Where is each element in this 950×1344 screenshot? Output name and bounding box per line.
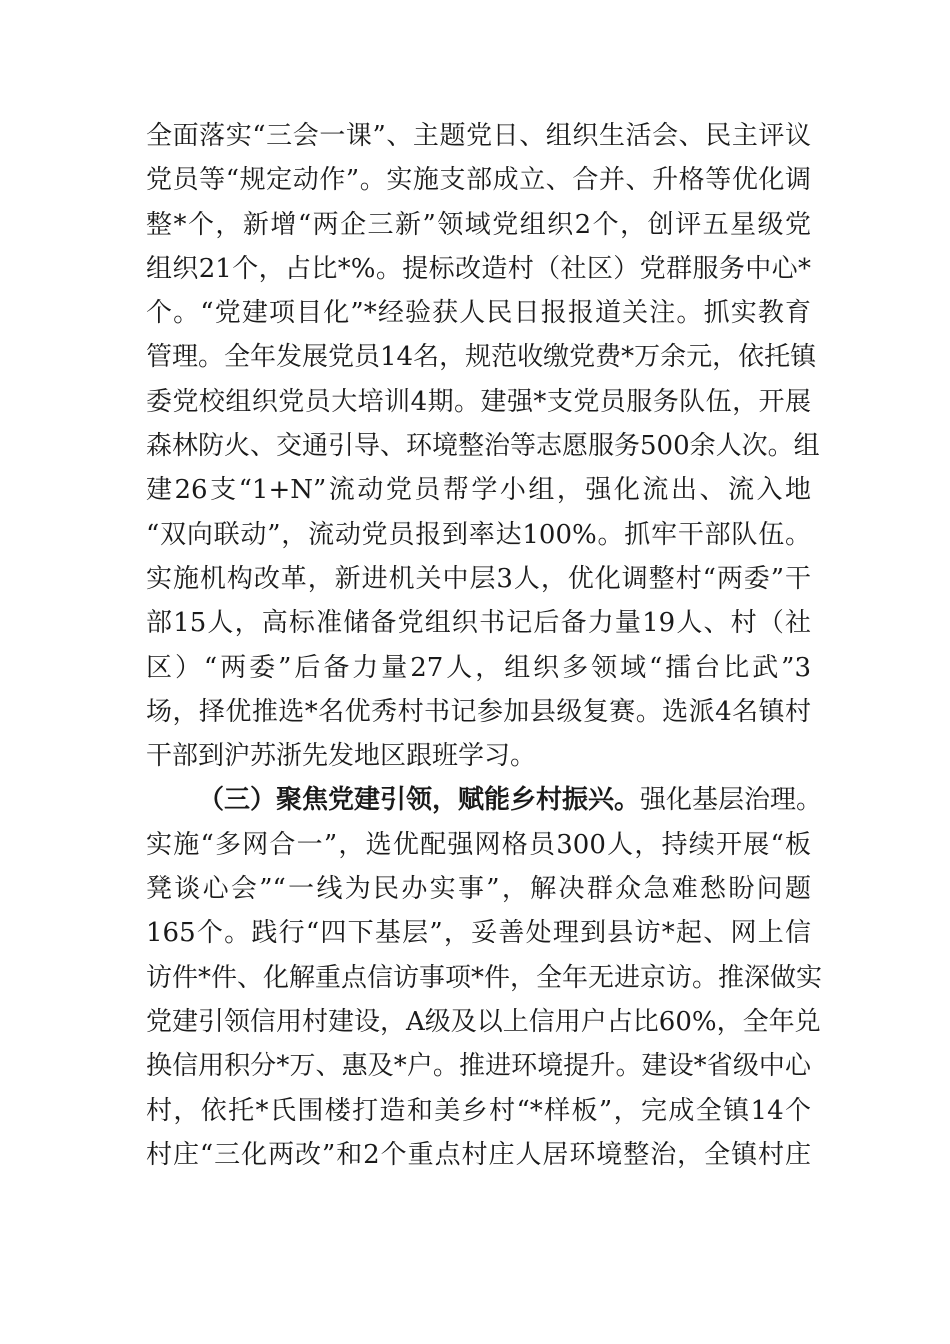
paragraph-1-line-7: 委党校组织党员大培训4期。建强*支党员服务队伍，开展 [146, 386, 811, 417]
paragraph-1-line-10: “双向联动”，流动党员报到率达100%。抓牢干部队伍。 [146, 519, 811, 550]
paragraph-1-line-5: 个。“党建项目化”*经验获人民日报报道关注。抓实教育 [146, 298, 811, 329]
paragraph-1-line-14: 场，择优推选*名优秀村书记参加县级复赛。选派4名镇村 [146, 696, 811, 727]
paragraph-2-line-9: 村庄“三化两改”和2个重点村庄人居环境整治，全镇村庄 [146, 1139, 811, 1170]
paragraph-1-line-13: 区）“两委”后备力量27人，组织多领域“擂台比武”3 [146, 652, 811, 683]
paragraph-1-line-8: 森林防火、交通引导、环境整治等志愿服务500余人次。组 [146, 431, 820, 462]
section-heading: （三）聚焦党建引领，赋能乡村振兴。 [198, 785, 641, 816]
paragraph-2-line-4: 165个。践行“四下基层”，妥善处理到县访*起、网上信 [146, 918, 811, 949]
paragraph-2-line-5: 访件*件、化解重点信访事项*件，全年无进京访。推深做实 [146, 962, 823, 993]
paragraph-2-line-2: 实施“多网合一”，选优配强网格员300人，持续开展“板 [146, 829, 811, 860]
paragraph-1-line-4: 组织21个，占比*%。提标改造村（社区）党群服务中心* [146, 253, 811, 284]
paragraph-1-line-11: 实施机构改革，新进机关中层3人，优化调整村“两委”干 [146, 563, 811, 594]
paragraph-2-line-8: 村，依托*氏围楼打造和美乡村“*样板”，完成全镇14个 [146, 1095, 811, 1126]
paragraph-2-line-3: 凳谈心会”“一线为民办实事”，解决群众急难愁盼问题 [146, 874, 811, 905]
paragraph-2-line-6: 党建引领信用村建设，A级及以上信用户占比60%，全年兑 [146, 1006, 821, 1037]
paragraph-1-line-12: 部15人，高标准储备党组织书记后备力量19人、村（社 [146, 608, 811, 639]
paragraph-2-first-tail: 强化基层治理。 [640, 785, 823, 816]
paragraph-1-line-15: 干部到沪苏浙先发地区跟班学习。 [146, 741, 537, 772]
paragraph-1-line-3: 整*个，新增“两企三新”领域党组织2个，创评五星级党 [146, 209, 811, 240]
body-text [146, 114, 823, 1177]
paragraph-1-line-2: 党员等“规定动作”。实施支部成立、合并、升格等优化调 [146, 165, 811, 196]
paragraph-2-line-7: 换信用积分*万、惠及*户。推进环境提升。建设*省级中心 [146, 1051, 811, 1082]
paragraph-1-line-9: 建26支“1+N”流动党员帮学小组，强化流出、流入地 [146, 475, 811, 506]
paragraph-1-line-6: 管理。全年发展党员14名，规范收缴党费*万余元，依托镇 [146, 342, 817, 373]
paragraph-1-line-1: 全面落实“三会一课”、主题党日、组织生活会、民主评议 [146, 121, 811, 151]
paragraph-2-first-line [146, 778, 823, 822]
